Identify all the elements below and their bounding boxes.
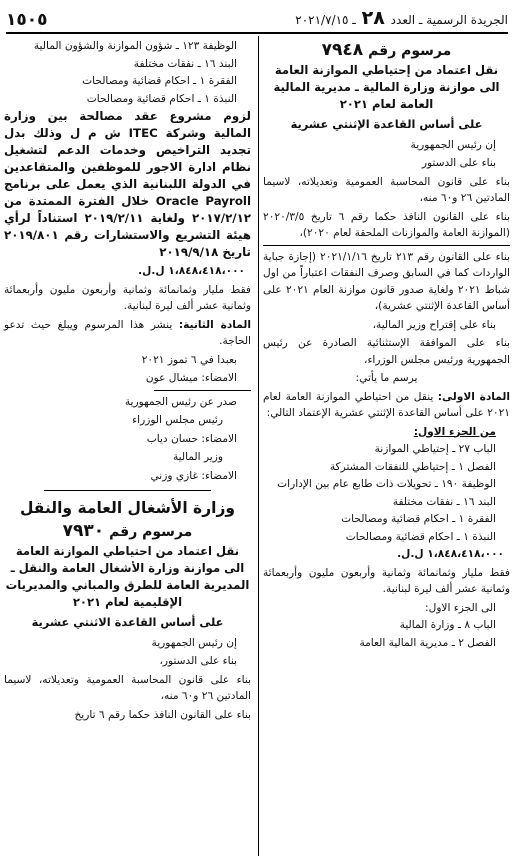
cont-item: الفقرة ١ ـ احكام قضائية ومصالحات: [82, 75, 237, 87]
article-1-text: ينقل من احتياطي الموازنة العامة لعام ٢٠٢١ على أساس القاعدة الإثنتي عشرية الإعتماد التالي:: [263, 390, 510, 419]
signature-minister: الامضاء: غازي وزني: [150, 469, 237, 482]
preamble-constitution: بناء على الدستور: [421, 157, 496, 169]
ministry-heading: وزارة الأشغال العامة والنقل: [19, 499, 236, 517]
article-2-text: ينشر هذا المرسوم ويبلغ حيث تدعو الحاجة.: [4, 318, 251, 347]
page-number: ١٥٠٥: [6, 10, 48, 30]
preamble-law-213: بناء على القانون رقم ٢١٣ تاريخ ٢٠٢١/١/١٦ (إجازة جباية الواردات كما في السابق وصرف النفقات اعتباراً من اول شباط ٢٠٢١ ولغاية صدور قانون موازنة العام ٢٠٢١ على أساس القاعدة الإثنتي عشرية)،: [263, 250, 510, 312]
from-item: البند ١٦ ـ نفقات مختلفة: [392, 495, 496, 508]
decree-number: ٧٩٣٠: [62, 521, 105, 541]
cont-item: النبذة ١ ـ احكام قضائية ومصالحات: [86, 92, 237, 105]
to-part-label: الى الجزء الاول:: [425, 601, 496, 614]
preamble-proposal: بناء على إقتراح وزير المالية،: [372, 318, 496, 331]
decree-title: نقل اعتماد من إحتياطي الموازنة العامة الى موازنة وزارة المالية ـ مديرية المالية العامة لعام ٢٠٢١: [273, 63, 500, 111]
paragraph-rule: [263, 245, 510, 246]
preamble-approval: بناء على الموافقة الإستثنائية الصادرة عن رئيس الجمهورية ورئيس مجلس الوزراء،: [263, 337, 510, 366]
purpose-text: لزوم مشروع عقد مصالحة بين وزارة المالية وشركة ITEC ش م ل وذلك بدل تجديد التراخيص وخدمات الدعم لتشغيل نظام ادارة الاجور للموظفين والمتقاعدين في الدولة اللبنانية الذي يعمل على برنامج Oracle Payroll خلال الفترة الممتدة من ٢٠١٧/٢/١٢ ولغاية ٢٠١٩/٢/١١ استناداً لرأي هيئة التشريع والاستشارات رقم ٢٠١٩/٨٠١ تاريخ ٢٠١٩/٩/١٨: [4, 109, 252, 259]
column-divider: [258, 36, 259, 856]
right-column: [263, 38, 510, 652]
decree-label: مرسوم رقم: [109, 524, 193, 540]
finance-minister-title: وزير المالية: [172, 451, 223, 463]
decree-heading: [4, 521, 251, 542]
signature-pm: الامضاء: حسان دياب: [146, 432, 237, 445]
signature-president: الامضاء: ميشال عون: [145, 372, 237, 384]
from-item: الفصل ١ ـ إحتياطي للنفقات المشتركة: [329, 460, 496, 473]
amount-words: فقط مليار وثمانمائة وثمانية وأربعون مليون وأربعمائة وثمانية عشر ألف ليرة لبنانية.: [263, 566, 510, 595]
amount-words: فقط مليار وثمانمائة وثمانية وأربعون مليون وأربعمائة وثمانية عشر ألف ليرة لبنانية.: [4, 283, 251, 312]
article-2: [4, 317, 251, 350]
issue-number: ٢٨: [361, 7, 385, 29]
gazette-name: الجريدة الرسمية ـ العدد: [390, 13, 508, 27]
from-item: النبذة ١ ـ احكام قضائية ومصالحات: [345, 530, 496, 543]
decree-number: ٧٩٤٨: [321, 40, 364, 60]
issued-by: صدر عن رئيس الجمهورية: [124, 395, 237, 408]
decree-title: نقل اعتماد من احتياطي الموازنة العامة الى موازنة وزارة الأشغال العامة والنقل ـ المديرية العامة للطرق والمباني والمديريات الإقليمية لعام ٢٠٢١: [5, 544, 250, 609]
preamble-accounting-law: بناء على قانون المحاسبة العمومية وتعديلاته، لاسيما المادتين ٢٦ و٦٠ منه،: [263, 175, 510, 204]
cont-item: الوظيفة ١٢٣ ـ شؤون الموازنة والشؤون المالية: [33, 40, 237, 52]
decree-heading: [263, 40, 510, 61]
section-separator: [44, 490, 211, 491]
page-header: [6, 6, 508, 34]
article-1: [263, 389, 510, 422]
preamble-president: إن رئيس الجمهورية: [410, 138, 496, 151]
signature-rule: [154, 390, 251, 391]
to-item: الفصل ٢ ـ مديرية المالية العامة: [359, 636, 496, 649]
cont-item: البند ١٦ ـ نفقات مختلفة: [133, 57, 237, 70]
decrees-following: يرسم ما يأتي:: [355, 372, 418, 384]
to-item: الباب ٨ ـ وزارة المالية: [399, 619, 496, 631]
preamble-president: إن رئيس الجمهورية: [151, 636, 237, 649]
article-2-label: المادة الثانية:: [178, 318, 252, 331]
amount-figure: ١،٨٤٨،٤١٨،٠٠٠ ل.ل.: [397, 548, 504, 560]
decree-basis: على أساس القاعدة الإثنتي عشرية: [290, 117, 483, 131]
left-column: [4, 38, 251, 725]
preamble-accounting-law: بناء على قانون المحاسبة العمومية وتعديلاته، لاسيما المادتين ٢٦ و٦٠ منه،: [4, 673, 251, 702]
from-item: الباب ٢٧ ـ إحتياطي الموازنة: [374, 443, 496, 455]
preamble-constitution: بناء على الدستور،: [159, 655, 237, 667]
gazette-issue-line: [295, 7, 508, 32]
preamble-budget-law: بناء على القانون النافذ حكما رقم ٦ تاريخ ٢٠٢٠/٣/٥ (الموازنة العامة والموازنات الملحقة لعام ٢٠٢٠)،: [263, 210, 510, 239]
article-1-label: المادة الاولى:: [437, 390, 510, 403]
from-item: الفقرة ١ ـ احكام قضائية ومصالحات: [341, 513, 496, 525]
issue-date: ـ ٢٠٢١/٧/١٥: [295, 13, 356, 27]
decree-label: مرسوم رقم: [368, 43, 452, 59]
amount-figure: ١،٨٤٨،٤١٨،٠٠٠ ل.ل.: [138, 265, 245, 277]
signing-date: بعبدا في ٦ تموز ٢٠٢١: [141, 353, 237, 366]
from-item: الوظيفة ١٩٠ ـ تحويلات ذات طابع عام بين الإدارات: [277, 478, 496, 490]
pm-title: رئيس مجلس الوزراء: [132, 414, 223, 426]
from-part-label: من الجزء الاول:: [413, 425, 496, 438]
preamble-budget-law: بناء على القانون النافذ حكما رقم ٦ تاريخ: [74, 708, 251, 721]
decree-basis: على أساس القاعدة الاثنتي عشرية: [31, 615, 224, 629]
